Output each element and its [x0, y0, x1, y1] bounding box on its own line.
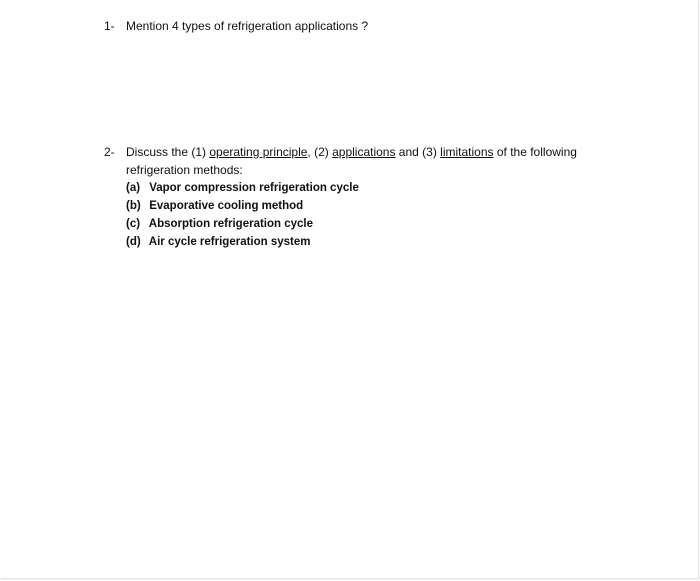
term-operating-principle: operating principle	[209, 145, 308, 159]
method-text: Evaporative cooling method	[149, 200, 304, 212]
method-item-d	[126, 233, 626, 251]
question-2-prefix: Discuss the (1)	[126, 145, 210, 159]
question-2-suffix: of the following	[493, 145, 577, 159]
method-label: (d)	[126, 236, 141, 248]
question-1-text: Mention 4 types of refrigeration applications ?	[126, 19, 369, 33]
method-text: Absorption refrigeration cycle	[148, 218, 314, 230]
question-2-line-1	[126, 143, 626, 161]
method-label: (b)	[126, 200, 141, 212]
question-1-number: 1-	[104, 19, 115, 33]
method-item-c	[126, 215, 626, 233]
method-item-a	[126, 179, 626, 197]
method-item-b	[126, 197, 626, 215]
question-2-sep-2: and (3)	[395, 145, 441, 159]
method-label: (a)	[126, 182, 141, 194]
method-text: Air cycle refrigeration system	[148, 236, 311, 248]
question-2-line-2: refrigeration methods:	[126, 163, 243, 177]
question-2-number: 2-	[104, 145, 115, 159]
question-2-body	[126, 143, 626, 251]
method-text: Vapor compression refrigeration cycle	[149, 182, 359, 194]
question-2-sep-1: , (2)	[307, 145, 333, 159]
method-list	[126, 179, 626, 251]
method-label: (c)	[126, 218, 141, 230]
term-applications: applications	[332, 145, 396, 159]
term-limitations: limitations	[440, 145, 494, 159]
